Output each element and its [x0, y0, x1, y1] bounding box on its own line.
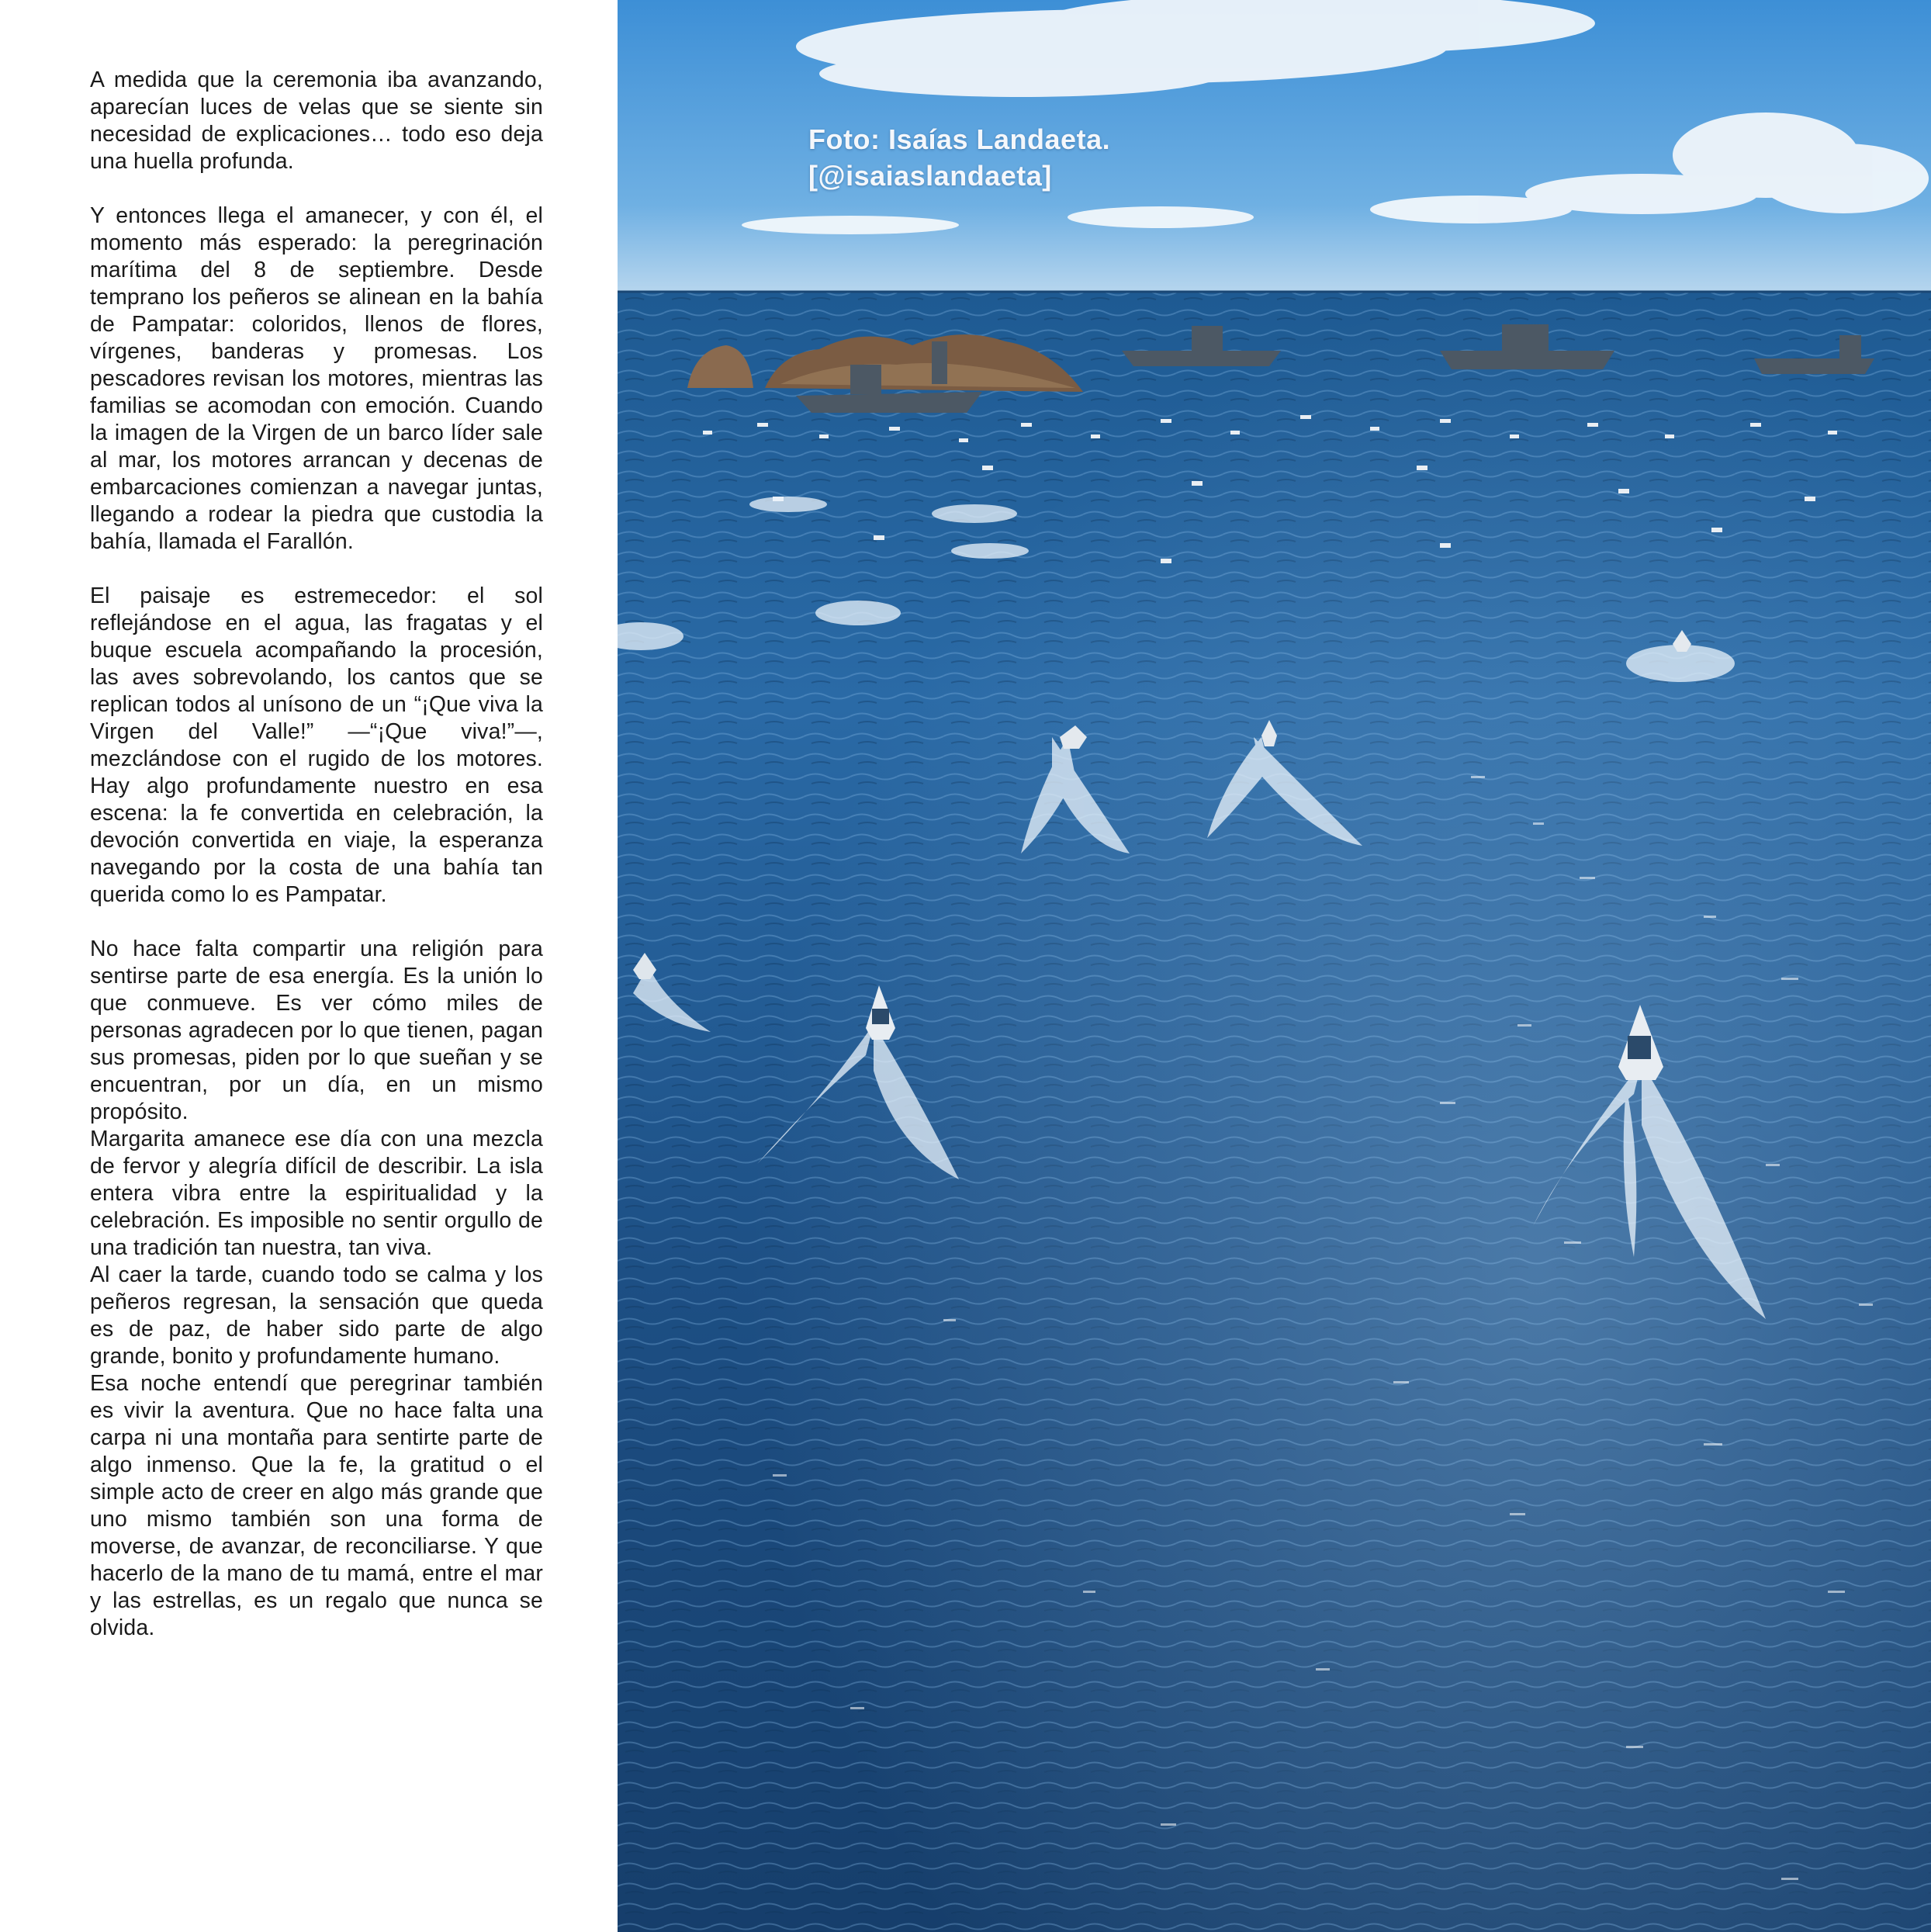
article-paragraph: Y entonces llega el amanecer, y con él, el momento más esperado: la peregrinación marítima del 8 de septiembre. Desde temprano los peñeros se alinean en la bahía de Pampatar: coloridos, llenos de flores, vírgenes, banderas y promesas. Los pescadores revisan los motores, mientras las familias se acomodan con emoción. Cuando la imagen de la Virgen de un barco líder sale al mar, los motores arrancan y decenas de embarcaciones comienzan a navegar juntas, llegando a rodear la piedra que custodia la bahía, llamada el Farallón. [90, 203, 543, 554]
article-paragraph: Al caer la tarde, cuando todo se calma y los peñeros regresan, la sensación que queda es de paz, de haber sido parte de algo grande, bonito y profundamente humano. [90, 1262, 543, 1369]
photo-illustration [618, 0, 1931, 1932]
article-paragraph: Esa noche entendí que peregrinar también es vivir la aventura. Que no hace falta una carpa ni una montaña para sentirte parte de algo inmenso. Que la fe, la gratitud o el simple acto de creer en algo más grande que uno mismo también son una forma de moverse, de avanzar, de reconciliarse. Y que hacerlo de la mano de tu mamá, entre el mar y las estrellas, es un regalo que nunca se olvida. [90, 1371, 543, 1640]
sea-procession-photo [618, 0, 1931, 1932]
photo-credit-name: Foto: Isaías Landaeta. [808, 123, 1111, 155]
article-paragraph: El paisaje es estremecedor: el sol reflejándose en el agua, las fragatas y el buque escuela acompañando la procesión, las aves sobrevolando, los cantos que se replican todos al unísono de un “¡Que viva la Virgen del Valle!” —“¡Que viva!”—, mezclándose con el rugido de los motores. Hay algo profundamente nuestro en esa escena: la fe convertida en celebración, la devoción convertida en viaje, la esperanza navegando por la costa de una bahía tan querida como lo es Pampatar. [90, 583, 543, 907]
article-paragraph: Margarita amanece ese día con una mezcla de fervor y alegría difícil de describir. La isla entera vibra entre la espiritualidad y la celebración. Es imposible no sentir orgullo de una tradición tan nuestra, tan viva. [90, 1127, 543, 1260]
article-paragraph: No hace falta compartir una religión para sentirse parte de esa energía. Es la unión lo que conmueve. Es ver cómo miles de personas agradecen por lo que tienen, pagan sus promesas, piden por lo que sueñan y se encuentran, por un día, en un mismo propósito. [90, 937, 543, 1124]
photo-credit [808, 121, 1110, 194]
article-paragraph: A medida que la ceremonia iba avanzando, aparecían luces de velas que se siente sin necesidad de explicaciones… todo eso deja una huella profunda. [90, 68, 543, 174]
article-text-column [90, 67, 543, 1642]
photo-credit-handle: [@isaiaslandaeta] [808, 160, 1052, 192]
